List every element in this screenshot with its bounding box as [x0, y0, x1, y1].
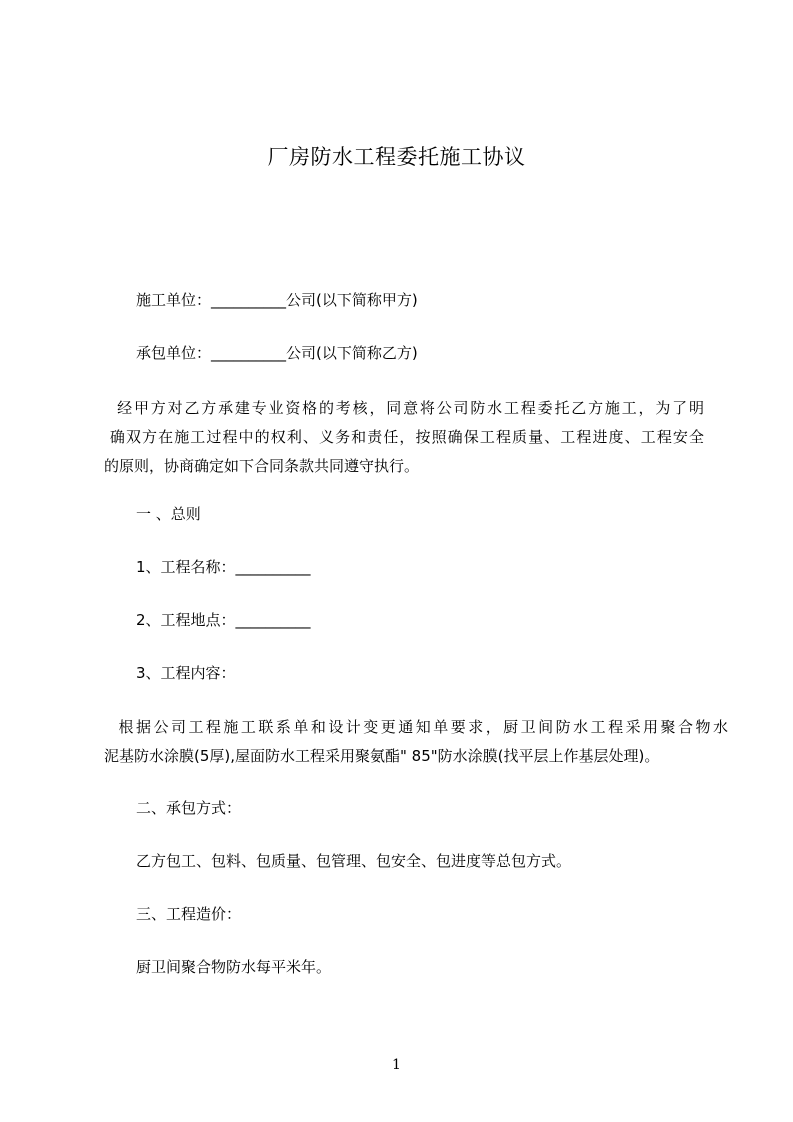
- intro-paragraph: [104, 394, 704, 481]
- item-3-project-content: 3、工程内容：: [136, 664, 236, 682]
- price-line: 厨卫间聚合物防水每平米年。: [136, 958, 332, 976]
- content-line-2: 泥基防水涂膜(5厚),屋面防水工程采用聚氨酯" 85"防水涂膜(找平层上作基层处理)。: [104, 747, 660, 765]
- page-number: 1: [392, 1057, 401, 1073]
- intro-line-1: 经甲方对乙方承建专业资格的考核，同意将公司防水工程委托乙方施工，为了明: [104, 399, 704, 417]
- content-line-1: 根据公司工程施工联系单和设计变更通知单要求，厨卫间防水工程采用聚合物水: [104, 718, 728, 736]
- section-3-heading: 三、工程造价：: [136, 905, 242, 923]
- item-1-project-name: 1、工程名称：__________: [136, 558, 311, 576]
- item-2-project-location: 2、工程地点：__________: [136, 611, 311, 629]
- contract-method-line: 乙方包工、包料、包质量、包管理、包安全、包进度等总包方式。: [136, 852, 572, 870]
- content-paragraph: [104, 713, 728, 771]
- party-a-line: 施工单位：__________公司(以下简称甲方): [136, 291, 418, 309]
- document-title: 厂房防水工程委托施工协议: [267, 145, 526, 169]
- party-b-line: 承包单位：__________公司(以下简称乙方): [136, 344, 418, 362]
- intro-line-3: 的原则，协商确定如下合同条款共同遵守执行。: [104, 457, 420, 475]
- section-2-heading: 二、承包方式：: [136, 799, 242, 817]
- intro-line-2: 确双方在施工过程中的权利、义务和责任，按照确保工程质量、工程进度、工程安全: [104, 428, 704, 446]
- section-1-heading: 一 、总则: [136, 505, 201, 523]
